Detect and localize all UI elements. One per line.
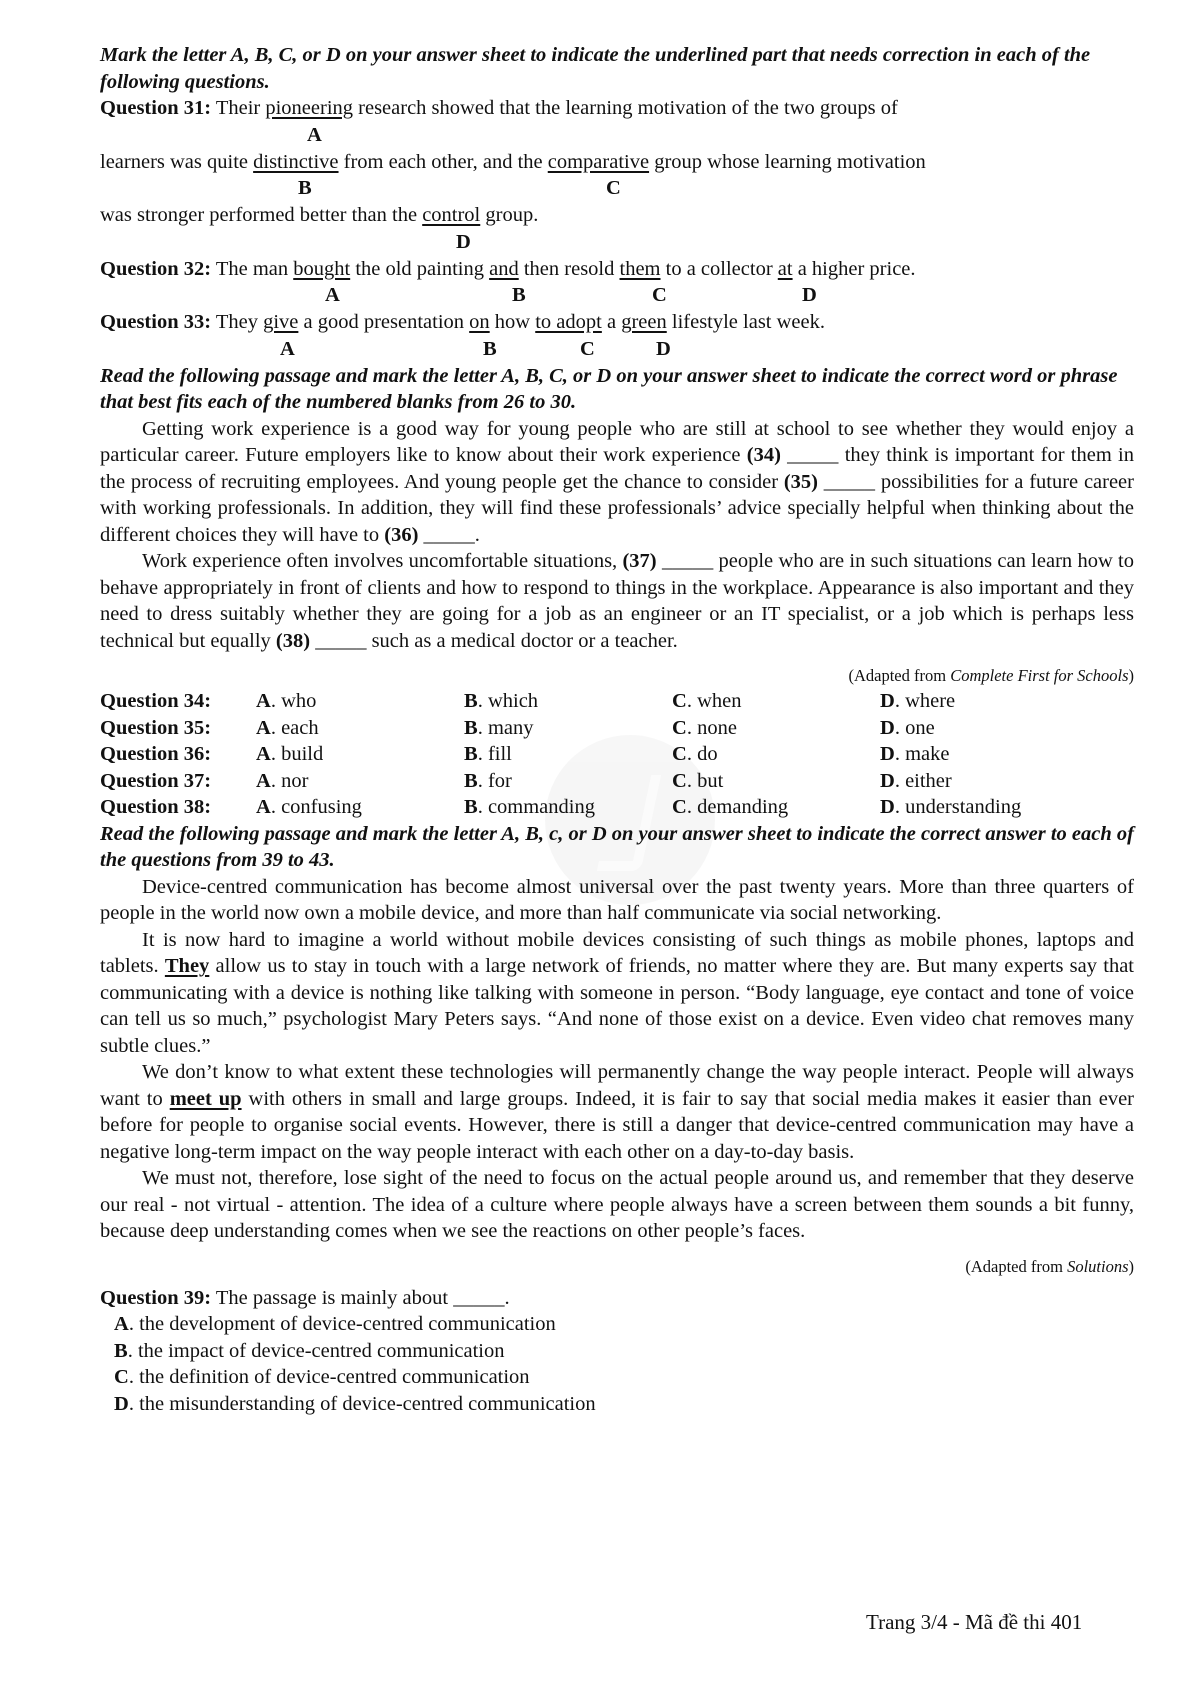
- cloze-question-label: Question 37:: [100, 769, 212, 792]
- q31-letters-row-3: [100, 229, 1134, 256]
- option-a[interactable]: A. nor: [256, 769, 309, 792]
- option-text: make: [905, 743, 950, 765]
- text: It is now hard to imagine a world without mobile devices consisting of such things as mobile phones, laptops and tablets.: [100, 928, 1134, 977]
- question-39: [100, 1285, 1134, 1312]
- option-text: understanding: [905, 796, 1022, 818]
- highlight-meet-up: meet up: [169, 1087, 242, 1110]
- text: _____ possibilities for a future career with working professionals. In addition, they will find these professionals’ advice specially helpful when thinking about the different choices they will have to: [100, 470, 1134, 546]
- text: Work experience often involves uncomfortable situations,: [142, 550, 623, 572]
- q32-underline-a: bought: [293, 257, 351, 280]
- option-letter: A: [114, 1313, 129, 1335]
- blank-37: (37): [622, 550, 657, 572]
- question-39-label: Question 39:: [100, 1286, 212, 1309]
- q39-option-b[interactable]: [114, 1338, 1134, 1365]
- option-d[interactable]: D. where: [880, 690, 956, 712]
- text: lifestyle last week.: [666, 311, 826, 333]
- option-letter: C: [672, 690, 687, 712]
- cloze-question-label: Question 36:: [100, 743, 212, 765]
- option-letter: C: [672, 743, 687, 765]
- q32-letters-row: [100, 282, 1134, 309]
- question-31-line-3: [100, 202, 1134, 229]
- option-letter: A: [256, 743, 271, 765]
- option-text: . the definition of device-centred communication: [128, 1366, 530, 1388]
- option-d[interactable]: D. make: [880, 743, 950, 765]
- option-letter: A: [256, 716, 271, 739]
- option-text: who: [281, 690, 317, 712]
- option-letter: A: [256, 690, 271, 712]
- q33-underline-d: green: [621, 311, 667, 333]
- cloze-question-row: [100, 741, 1100, 768]
- text: _____ they think is important for them in the process of recruiting employees. And young people get the chance to consider: [100, 444, 1134, 493]
- q32-letter-a: A: [325, 284, 340, 306]
- question-31-line-1: [100, 95, 1134, 122]
- text: Getting work experience is a good way for young people who are still at school to see whether they would enjoy a particular career. Future employers like to know about their work experience: [100, 417, 1134, 466]
- text: (Adapted from: [965, 1256, 1068, 1276]
- q39-option-d[interactable]: [114, 1391, 1134, 1418]
- reading-source: [100, 1255, 1134, 1279]
- cloze-options-table: [100, 688, 1100, 821]
- option-b[interactable]: B. which: [464, 690, 539, 712]
- cloze-section-instruction: Read the following passage and mark the letter A, B, C, or D on your answer sheet to indicate the correct word or phrase that best fits each of the numbered blanks from 26 to 30.: [100, 364, 1118, 413]
- page-content: [100, 42, 1134, 1417]
- question-33-label: Question 33:: [100, 311, 212, 333]
- question-39-stem: The passage is mainly about _____.: [211, 1286, 510, 1309]
- q33-underline-a: give: [263, 311, 299, 333]
- option-letter: D: [880, 743, 895, 765]
- question-32-label: Question 32:: [100, 257, 212, 280]
- option-c[interactable]: C. do: [672, 743, 718, 765]
- option-letter: C: [114, 1366, 129, 1388]
- option-text: demanding: [697, 796, 789, 818]
- text: a good presentation: [298, 311, 470, 333]
- cloze-question-label: Question 35:: [100, 716, 212, 739]
- question-31-line-2: [100, 149, 1134, 176]
- option-text: . the misunderstanding of device-centred communication: [128, 1392, 596, 1415]
- option-text: fill: [487, 743, 512, 765]
- option-c[interactable]: C. but: [672, 769, 724, 792]
- cloze-paragraph-2: [100, 548, 1134, 654]
- option-text: none: [697, 716, 737, 739]
- blank-34: (34): [746, 444, 781, 466]
- question-31-label: Question 31:: [100, 97, 212, 119]
- text: Their: [215, 97, 266, 119]
- q31-letter-d: D: [456, 230, 471, 253]
- q32-underline-d: at: [777, 257, 793, 280]
- option-text: do: [697, 743, 718, 765]
- question-33: [100, 309, 1134, 336]
- option-letter: D: [114, 1392, 129, 1415]
- option-text: for: [487, 769, 512, 792]
- text: allow us to stay in touch with a large network of friends, no matter where they are. But many experts say that communicating with a device is nothing like talking with someone in person. “Body language, eye contact and tone of voice can tell us so much,” psychologist Mary Peters says. “And none of those exist on a device. Even video chat removes many subtle clues.”: [100, 955, 1134, 1057]
- option-b[interactable]: B. fill: [464, 743, 512, 765]
- q33-underline-b: on: [469, 311, 490, 333]
- q33-letter-b: B: [483, 337, 497, 360]
- option-text: . the impact of device-centred communication: [127, 1339, 505, 1362]
- highlight-they: They: [164, 955, 210, 977]
- q31-letters-row-1: [100, 122, 1134, 149]
- blank-38: (38): [275, 629, 311, 652]
- q32-underline-c: them: [619, 257, 661, 280]
- text: then resold: [518, 257, 620, 280]
- q31-underline-d: control: [422, 204, 481, 226]
- q39-option-a[interactable]: [114, 1311, 1134, 1338]
- text: ): [1128, 666, 1134, 685]
- q39-option-c[interactable]: [114, 1364, 1134, 1391]
- q31-underline-c: comparative: [547, 150, 650, 173]
- q32-underline-b: and: [489, 257, 519, 280]
- reading-paragraph-3: [100, 1059, 1134, 1165]
- reading-paragraph-1: Device-centred communication has become almost universal over the past twenty years. More than three quarters of people in the world now own a mobile device, and more than half communicate via social networking.: [100, 875, 1134, 924]
- text: research showed that the learning motivation of the two groups of: [353, 97, 898, 119]
- option-b[interactable]: B. for: [464, 769, 512, 792]
- option-text: either: [905, 769, 952, 792]
- option-letter: B: [114, 1339, 128, 1362]
- cloze-source: [100, 664, 1134, 688]
- option-letter: B: [464, 690, 478, 712]
- q33-letters-row: [100, 336, 1134, 363]
- option-letter: A: [256, 769, 271, 792]
- text: ): [1128, 1256, 1134, 1276]
- cloze-question-label: Question 34:: [100, 690, 212, 712]
- option-b[interactable]: B. commanding: [464, 796, 595, 818]
- q33-letter-c: C: [580, 337, 595, 360]
- text: a: [601, 311, 622, 333]
- reading-section-instruction: Read the following passage and mark the letter A, B, c, or D on your answer sheet to indicate the correct answer to each of the questions from 39 to 43.: [100, 822, 1134, 871]
- option-c[interactable]: C. when: [672, 690, 742, 712]
- q31-letter-b: B: [298, 177, 312, 199]
- q31-letter-c: C: [606, 177, 621, 199]
- text: with others in small and large groups. Indeed, it is fair to say that social media makes it easier than ever before for people to organise social events. However, there is still a danger that device-centred communication may have a negative long-term impact on the way people interact with each other on a day-to-day basis.: [100, 1087, 1134, 1163]
- option-text: where: [905, 690, 956, 712]
- text: group whose learning motivation: [649, 150, 926, 173]
- option-text: nor: [281, 769, 309, 792]
- option-letter: D: [880, 796, 895, 818]
- reading-paragraph-2: [100, 927, 1134, 1060]
- option-letter: B: [464, 796, 478, 818]
- text: The man: [211, 257, 294, 280]
- option-a[interactable]: A. confusing: [256, 796, 362, 818]
- blank-36: (36): [384, 523, 419, 546]
- option-a[interactable]: A. build: [256, 743, 324, 765]
- q31-underline-b: distinctive: [253, 150, 339, 173]
- q31-letters-row-2: [100, 175, 1134, 202]
- option-letter: D: [880, 690, 895, 712]
- text: We don’t know to what extent these technologies will permanently change the way people interact. People will always want to: [100, 1061, 1134, 1110]
- option-text: but: [697, 769, 724, 792]
- cloze-question-row: [100, 794, 1100, 821]
- source-title: Solutions: [1067, 1256, 1129, 1276]
- option-letter: A: [256, 796, 271, 818]
- error-section-instruction: Mark the letter A, B, C, or D on your answer sheet to indicate the underlined part that needs correction in each of the following questions.: [100, 44, 1091, 93]
- option-letter: B: [464, 716, 478, 739]
- option-letter: C: [672, 769, 687, 792]
- text: group.: [480, 204, 539, 226]
- q32-letter-d: D: [802, 284, 817, 306]
- option-d[interactable]: D. one: [880, 716, 935, 739]
- reading-paragraph-4: We must not, therefore, lose sight of the need to focus on the actual people around us, and remember that they deserve our real - not virtual - attention. The idea of a culture where people always have a screen between them sounds a bit funny, because deep understanding comes when we see the reactions on other people’s faces.: [100, 1167, 1134, 1242]
- option-a[interactable]: A. each: [256, 716, 319, 739]
- option-text: when: [697, 690, 742, 712]
- text: learners was quite: [100, 150, 254, 173]
- option-text: . the development of device-centred communication: [128, 1313, 556, 1335]
- q31-letter-a: A: [307, 123, 322, 146]
- q32-letter-b: B: [512, 284, 526, 306]
- text: the old painting: [350, 257, 490, 280]
- option-letter: C: [672, 716, 687, 739]
- page-footer: Trang 3/4 - Mã đề thi 401: [866, 1610, 1083, 1634]
- option-text: commanding: [487, 796, 595, 818]
- cloze-question-row: [100, 688, 1100, 715]
- question-39-options: [100, 1311, 1134, 1417]
- option-text: one: [905, 716, 935, 739]
- option-letter: D: [880, 769, 895, 792]
- cloze-question-label: Question 38:: [100, 796, 212, 818]
- option-d[interactable]: D. understanding: [880, 796, 1022, 818]
- text: (Adapted from: [848, 666, 951, 685]
- text: from each other, and the: [338, 150, 548, 173]
- text: They: [211, 311, 264, 333]
- cloze-paragraph-1: [100, 416, 1134, 549]
- option-text: each: [281, 716, 319, 739]
- option-a[interactable]: A. who: [256, 690, 317, 712]
- option-d[interactable]: D. either: [880, 769, 952, 792]
- blank-35: (35): [783, 470, 819, 493]
- option-c[interactable]: C. demanding: [672, 796, 789, 818]
- source-title: Complete First for Schools: [950, 666, 1129, 685]
- option-c[interactable]: C. none: [672, 716, 737, 739]
- text: _____ people who are in such situations can learn how to behave appropriately in front of clients and how to respond to things in the workplace. Appearance is also important and they need to dress suitably whether they are going for a job as an engineer or an IT specialist, or a job which is perhaps less technical but equally: [100, 550, 1135, 652]
- text: was stronger performed better than the: [100, 204, 423, 226]
- question-32: [100, 256, 1134, 283]
- q33-letter-d: D: [656, 337, 671, 360]
- q32-letter-c: C: [652, 284, 667, 306]
- cloze-question-row: [100, 715, 1100, 742]
- text: a higher price.: [792, 257, 916, 280]
- option-text: confusing: [281, 796, 362, 818]
- q31-underline-a: pioneering: [265, 97, 354, 119]
- option-text: build: [281, 743, 324, 765]
- text: to a collector: [660, 257, 778, 280]
- text: _____ such as a medical doctor or a teacher.: [310, 629, 678, 652]
- option-letter: C: [672, 796, 687, 818]
- text: _____.: [418, 523, 480, 546]
- option-b[interactable]: B. many: [464, 716, 534, 739]
- q33-underline-c: to adopt: [535, 311, 602, 333]
- q33-letter-a: A: [280, 337, 295, 360]
- text: how: [489, 311, 536, 333]
- option-letter: B: [464, 769, 478, 792]
- option-letter: B: [464, 743, 478, 765]
- option-letter: D: [880, 716, 895, 739]
- option-text: many: [487, 716, 534, 739]
- cloze-question-row: [100, 768, 1100, 795]
- option-text: which: [487, 690, 539, 712]
